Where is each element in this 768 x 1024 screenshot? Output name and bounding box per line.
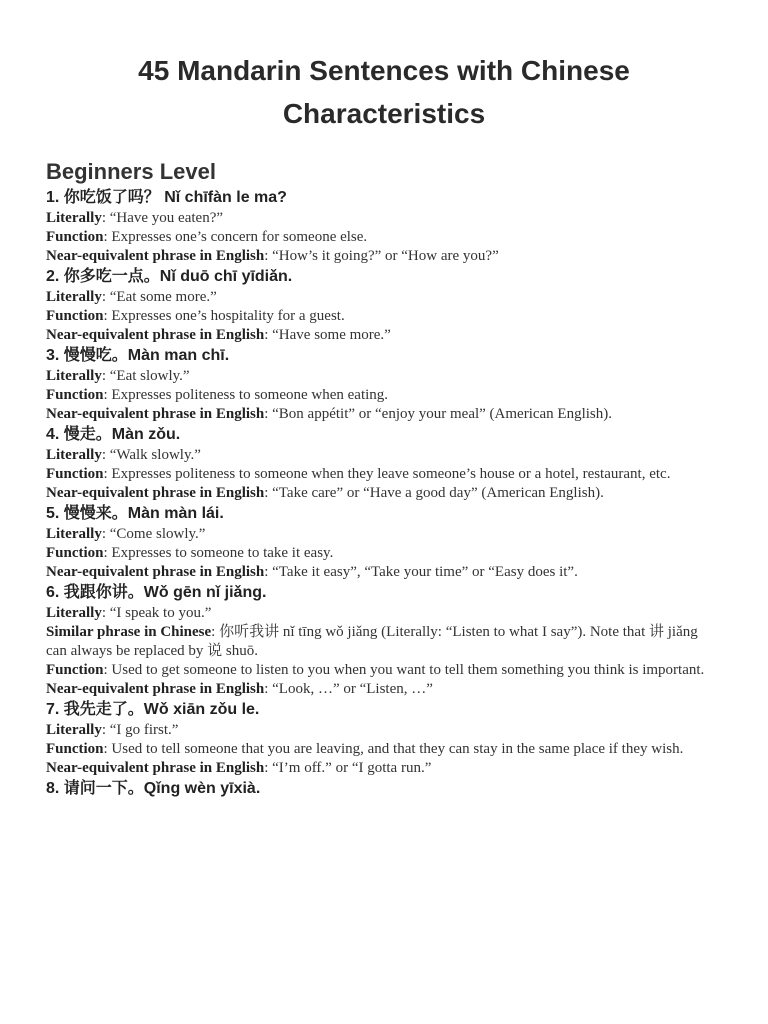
phrase-detail-line xyxy=(46,680,722,699)
detail-label: Function xyxy=(46,229,104,245)
phrase-detail-line xyxy=(46,247,722,266)
phrase-detail-line xyxy=(46,326,722,345)
detail-label: Near-equivalent phrase in English xyxy=(46,760,265,776)
detail-text: : “Have some more.” xyxy=(264,327,391,343)
detail-label: Near-equivalent phrase in English xyxy=(46,248,265,264)
detail-text: : Used to tell someone that you are leaving, and that they can stay in the same place if they wish. xyxy=(103,741,684,757)
detail-label: Near-equivalent phrase in English xyxy=(46,327,265,343)
detail-text: : Expresses politeness to someone when eating. xyxy=(103,387,389,403)
phrase-heading: 7. 我先走了。Wǒ xiān zǒu le. xyxy=(46,701,260,718)
phrase-heading: 6. 我跟你讲。Wǒ gēn nǐ jiǎng. xyxy=(46,584,267,601)
detail-text: : “I speak to you.” xyxy=(101,605,212,621)
phrase-detail-line xyxy=(46,759,722,778)
detail-label: Near-equivalent phrase in English xyxy=(46,681,265,697)
detail-label: Function xyxy=(46,741,104,757)
title-line-1: 45 Mandarin Sentences with Chinese xyxy=(138,55,630,86)
phrase-detail-line xyxy=(46,544,722,563)
detail-label: Near-equivalent phrase in English xyxy=(46,406,265,422)
phrase-detail-line xyxy=(46,307,722,326)
phrase-detail-line xyxy=(46,228,722,247)
detail-text: : “Take care” or “Have a good day” (American English). xyxy=(264,485,604,501)
detail-text: : Used to get someone to listen to you when you want to tell them something you think is important. xyxy=(103,662,705,678)
phrase-heading: 1. 你吃饭了吗？ Nǐ chīfàn le ma? xyxy=(46,189,287,206)
detail-label: Literally xyxy=(46,210,102,226)
detail-label: Function xyxy=(46,545,104,561)
phrase-entry xyxy=(46,187,722,266)
detail-text: : “How’s it going?” or “How are you?” xyxy=(264,248,499,264)
detail-label: Function xyxy=(46,662,104,678)
detail-text: : Expresses politeness to someone when they leave someone’s house or a hotel, restaurant, etc. xyxy=(103,466,671,482)
detail-label: Literally xyxy=(46,526,102,542)
detail-text: : “Bon appétit” or “enjoy your meal” (American English). xyxy=(264,406,613,422)
detail-label: Function xyxy=(46,466,104,482)
phrase-entry xyxy=(46,699,722,778)
phrase-entry xyxy=(46,345,722,424)
detail-text: : Expresses to someone to take it easy. xyxy=(103,545,334,561)
phrase-heading: 4. 慢走。Màn zǒu. xyxy=(46,426,181,443)
detail-label: Near-equivalent phrase in English xyxy=(46,564,265,580)
phrase-detail-line xyxy=(46,661,722,680)
detail-label: Literally xyxy=(46,447,102,463)
phrase-detail-line xyxy=(46,604,722,623)
phrase-entry xyxy=(46,266,722,345)
document-title xyxy=(46,0,722,135)
phrase-heading: 2. 你多吃一点。Nǐ duō chī yīdiǎn. xyxy=(46,268,293,285)
phrase-entry xyxy=(46,503,722,582)
phrase-entry xyxy=(46,778,722,800)
detail-text: : “Come slowly.” xyxy=(101,526,206,542)
phrase-detail-line xyxy=(46,367,722,386)
detail-text: : “Take it easy”, “Take your time” or “Easy does it”. xyxy=(264,564,578,580)
phrase-heading: 8. 请问一下。Qǐng wèn yīxià. xyxy=(46,780,261,797)
phrase-detail-line xyxy=(46,525,722,544)
phrase-heading: 3. 慢慢吃。Màn man chī. xyxy=(46,347,230,364)
detail-text: : “Look, …” or “Listen, …” xyxy=(264,681,433,697)
phrase-entry xyxy=(46,424,722,503)
phrase-detail-line xyxy=(46,465,722,484)
title-line-2: Characteristics xyxy=(282,98,486,129)
detail-label: Literally xyxy=(46,289,102,305)
phrase-detail-line xyxy=(46,623,722,661)
detail-label: Literally xyxy=(46,368,102,384)
detail-label: Literally xyxy=(46,605,102,621)
phrase-detail-line xyxy=(46,446,722,465)
detail-text: : “I go first.” xyxy=(101,722,179,738)
detail-label: Literally xyxy=(46,722,102,738)
detail-label: Similar phrase in Chinese xyxy=(46,624,212,640)
detail-label: Function xyxy=(46,387,104,403)
phrase-detail-line xyxy=(46,288,722,307)
phrase-detail-line xyxy=(46,721,722,740)
detail-text: : “Eat some more.” xyxy=(101,289,217,305)
detail-text: : “Eat slowly.” xyxy=(101,368,190,384)
detail-text: : “Walk slowly.” xyxy=(101,447,201,463)
phrase-detail-line xyxy=(46,563,722,582)
phrase-detail-line xyxy=(46,386,722,405)
entry-list xyxy=(46,187,722,800)
phrase-detail-line xyxy=(46,484,722,503)
phrase-detail-line xyxy=(46,405,722,424)
phrase-detail-line xyxy=(46,740,722,759)
detail-text: : 你听我讲 nǐ tīng wǒ jiǎng (Literally: “Listen to what I say”). Note that 讲 jiǎng can always be replaced by 说 shuō. xyxy=(46,624,698,659)
detail-text: : Expresses one’s concern for someone else. xyxy=(103,229,368,245)
phrase-detail-line xyxy=(46,209,722,228)
detail-text: : Expresses one’s hospitality for a guest. xyxy=(103,308,345,324)
detail-text: : “Have you eaten?” xyxy=(101,210,224,226)
level-heading: Beginners Level xyxy=(46,159,216,184)
detail-text: : “I’m off.” or “I gotta run.” xyxy=(264,760,432,776)
phrase-heading: 5. 慢慢来。Màn màn lái. xyxy=(46,505,224,522)
phrase-entry xyxy=(46,582,722,699)
detail-label: Function xyxy=(46,308,104,324)
detail-label: Near-equivalent phrase in English xyxy=(46,485,265,501)
